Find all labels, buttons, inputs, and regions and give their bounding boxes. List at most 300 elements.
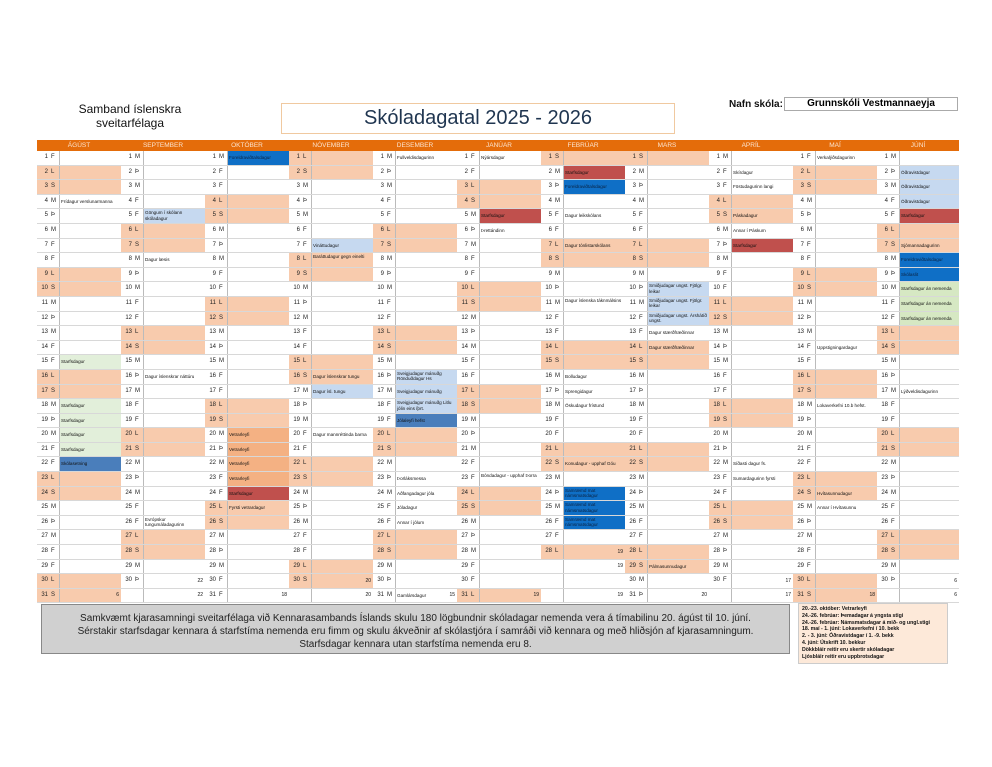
day-cell[interactable] [457,574,541,589]
day-cell[interactable] [373,530,457,545]
day-cell[interactable] [37,414,121,429]
day-cell[interactable] [289,195,373,210]
day-cell[interactable] [457,414,541,429]
day-cell[interactable] [709,297,793,312]
day-cell[interactable] [877,545,959,560]
day-cell[interactable] [877,385,959,400]
day-cell[interactable] [373,224,457,239]
day-cell[interactable] [121,312,205,327]
day-cell[interactable] [541,341,625,356]
day-cell[interactable] [37,574,121,589]
day-cell[interactable] [541,589,625,604]
day-cell[interactable] [541,312,625,327]
day-cell[interactable] [289,268,373,283]
day-cell[interactable] [541,370,625,385]
day-cell[interactable] [709,239,793,254]
day-cell[interactable] [289,414,373,429]
day-cell[interactable] [625,574,709,589]
day-cell[interactable] [541,151,625,166]
day-cell[interactable] [709,166,793,181]
day-cell[interactable] [289,224,373,239]
day-cell[interactable] [877,209,959,224]
day-cell[interactable] [289,428,373,443]
day-cell[interactable] [625,457,709,472]
day-cell[interactable] [877,501,959,516]
day-cell[interactable] [121,574,205,589]
day-cell[interactable] [793,224,877,239]
day-cell[interactable] [457,399,541,414]
day-cell[interactable] [625,209,709,224]
day-cell[interactable] [457,195,541,210]
day-cell[interactable] [457,268,541,283]
day-cell[interactable] [877,428,959,443]
day-cell[interactable] [877,530,959,545]
day-cell[interactable] [205,385,289,400]
day-cell[interactable] [709,180,793,195]
day-cell[interactable] [373,399,457,414]
day-cell[interactable] [205,326,289,341]
day-cell[interactable] [121,428,205,443]
day-cell[interactable] [289,399,373,414]
day-cell[interactable] [289,239,373,254]
day-cell[interactable] [121,516,205,531]
day-cell[interactable] [373,239,457,254]
day-cell[interactable] [373,589,457,604]
day-cell[interactable] [289,472,373,487]
day-cell[interactable] [37,239,121,254]
day-cell[interactable] [457,239,541,254]
day-cell[interactable] [37,282,121,297]
day-cell[interactable] [121,209,205,224]
day-cell[interactable] [457,355,541,370]
day-cell[interactable] [37,151,121,166]
day-cell[interactable] [205,253,289,268]
day-cell[interactable] [877,574,959,589]
day-cell[interactable] [121,282,205,297]
day-cell[interactable] [205,487,289,502]
day-cell[interactable] [625,326,709,341]
day-cell[interactable] [205,224,289,239]
day-cell[interactable] [709,443,793,458]
day-cell[interactable] [121,589,205,604]
day-cell[interactable] [289,487,373,502]
day-cell[interactable] [205,341,289,356]
day-cell[interactable] [541,355,625,370]
day-cell[interactable] [877,166,959,181]
day-cell[interactable] [457,457,541,472]
day-cell[interactable] [373,151,457,166]
day-cell[interactable] [457,151,541,166]
day-cell[interactable] [205,457,289,472]
day-cell[interactable] [373,326,457,341]
day-cell[interactable] [709,268,793,283]
day-cell[interactable] [793,355,877,370]
day-cell[interactable] [289,545,373,560]
day-cell[interactable] [205,428,289,443]
day-cell[interactable] [625,166,709,181]
day-cell[interactable] [205,472,289,487]
day-cell[interactable] [877,487,959,502]
day-cell[interactable] [373,209,457,224]
day-cell[interactable] [877,312,959,327]
day-cell[interactable] [457,501,541,516]
day-cell[interactable] [289,516,373,531]
day-cell[interactable] [793,545,877,560]
day-cell[interactable] [457,341,541,356]
day-cell[interactable] [121,151,205,166]
day-cell[interactable] [625,312,709,327]
day-cell[interactable] [457,282,541,297]
day-cell[interactable] [541,560,625,575]
day-cell[interactable] [709,151,793,166]
day-cell[interactable] [373,428,457,443]
day-cell[interactable] [457,253,541,268]
day-cell[interactable] [373,472,457,487]
day-cell[interactable] [373,282,457,297]
day-cell[interactable] [625,341,709,356]
day-cell[interactable] [205,516,289,531]
day-cell[interactable] [709,253,793,268]
day-cell[interactable] [541,209,625,224]
day-cell[interactable] [205,560,289,575]
day-cell[interactable] [457,560,541,575]
day-cell[interactable] [121,253,205,268]
day-cell[interactable] [793,399,877,414]
day-cell[interactable] [289,530,373,545]
day-cell[interactable] [373,560,457,575]
day-cell[interactable] [373,297,457,312]
day-cell[interactable] [121,472,205,487]
day-cell[interactable] [457,312,541,327]
day-cell[interactable] [373,312,457,327]
day-cell[interactable] [37,516,121,531]
day-cell[interactable] [205,370,289,385]
day-cell[interactable] [37,166,121,181]
day-cell[interactable] [793,574,877,589]
day-cell[interactable] [793,326,877,341]
day-cell[interactable] [541,428,625,443]
day-cell[interactable] [793,341,877,356]
day-cell[interactable] [37,385,121,400]
day-cell[interactable] [205,195,289,210]
day-cell[interactable] [373,443,457,458]
day-cell[interactable] [709,501,793,516]
day-cell[interactable] [121,370,205,385]
day-cell[interactable] [205,589,289,604]
day-cell[interactable] [793,268,877,283]
day-cell[interactable] [625,151,709,166]
day-cell[interactable] [793,414,877,429]
day-cell[interactable] [121,341,205,356]
day-cell[interactable] [457,209,541,224]
day-cell[interactable] [373,268,457,283]
day-cell[interactable] [121,268,205,283]
day-cell[interactable] [37,312,121,327]
day-cell[interactable] [37,399,121,414]
day-cell[interactable] [37,180,121,195]
day-cell[interactable] [457,166,541,181]
day-cell[interactable] [625,253,709,268]
day-cell[interactable] [541,574,625,589]
day-cell[interactable] [37,560,121,575]
day-cell[interactable] [457,516,541,531]
day-cell[interactable] [457,428,541,443]
day-cell[interactable] [457,326,541,341]
day-cell[interactable] [709,487,793,502]
day-cell[interactable] [121,166,205,181]
day-cell[interactable] [121,385,205,400]
day-cell[interactable] [793,385,877,400]
day-cell[interactable] [205,312,289,327]
day-cell[interactable] [457,472,541,487]
day-cell[interactable] [205,443,289,458]
day-cell[interactable] [205,239,289,254]
day-cell[interactable] [877,180,959,195]
day-cell[interactable] [709,399,793,414]
day-cell[interactable] [121,443,205,458]
day-cell[interactable] [793,195,877,210]
day-cell[interactable] [625,180,709,195]
day-cell[interactable] [877,282,959,297]
day-cell[interactable] [289,385,373,400]
day-cell[interactable] [457,545,541,560]
day-cell[interactable] [793,370,877,385]
day-cell[interactable] [877,224,959,239]
day-cell[interactable] [793,209,877,224]
day-cell[interactable] [793,239,877,254]
day-cell[interactable] [793,297,877,312]
day-cell[interactable] [793,501,877,516]
day-cell[interactable] [793,166,877,181]
day-cell[interactable] [877,355,959,370]
day-cell[interactable] [877,341,959,356]
day-cell[interactable] [373,166,457,181]
day-cell[interactable] [709,209,793,224]
day-cell[interactable] [37,326,121,341]
day-cell[interactable] [205,545,289,560]
day-cell[interactable] [877,516,959,531]
day-cell[interactable] [541,472,625,487]
day-cell[interactable] [877,472,959,487]
day-cell[interactable] [373,195,457,210]
day-cell[interactable] [541,326,625,341]
day-cell[interactable] [625,385,709,400]
day-cell[interactable] [541,297,625,312]
day-cell[interactable] [289,253,373,268]
day-cell[interactable] [121,487,205,502]
day-cell[interactable] [373,501,457,516]
day-cell[interactable] [37,209,121,224]
day-cell[interactable] [457,370,541,385]
day-cell[interactable] [877,457,959,472]
day-cell[interactable] [205,399,289,414]
day-cell[interactable] [877,370,959,385]
day-cell[interactable] [709,414,793,429]
day-cell[interactable] [541,385,625,400]
day-cell[interactable] [541,253,625,268]
day-cell[interactable] [793,516,877,531]
day-cell[interactable] [541,545,625,560]
day-cell[interactable] [793,312,877,327]
day-cell[interactable] [709,282,793,297]
day-cell[interactable] [709,370,793,385]
day-cell[interactable] [541,239,625,254]
day-cell[interactable] [289,574,373,589]
day-cell[interactable] [709,428,793,443]
day-cell[interactable] [541,268,625,283]
day-cell[interactable] [289,166,373,181]
day-cell[interactable] [625,268,709,283]
day-cell[interactable] [625,589,709,604]
day-cell[interactable] [625,239,709,254]
day-cell[interactable] [541,530,625,545]
day-cell[interactable] [289,326,373,341]
day-cell[interactable] [37,457,121,472]
day-cell[interactable] [541,414,625,429]
day-cell[interactable] [625,282,709,297]
day-cell[interactable] [877,326,959,341]
day-cell[interactable] [457,589,541,604]
day-cell[interactable] [373,414,457,429]
day-cell[interactable] [289,282,373,297]
day-cell[interactable] [625,414,709,429]
day-cell[interactable] [541,501,625,516]
day-cell[interactable] [625,516,709,531]
day-cell[interactable] [37,487,121,502]
day-cell[interactable] [37,268,121,283]
day-cell[interactable] [121,501,205,516]
day-cell[interactable] [457,297,541,312]
day-cell[interactable] [289,560,373,575]
day-cell[interactable] [289,341,373,356]
day-cell[interactable] [205,414,289,429]
day-cell[interactable] [205,268,289,283]
day-cell[interactable] [793,472,877,487]
day-cell[interactable] [793,282,877,297]
day-cell[interactable] [877,560,959,575]
day-cell[interactable] [793,428,877,443]
day-cell[interactable] [289,209,373,224]
day-cell[interactable] [121,414,205,429]
day-cell[interactable] [625,195,709,210]
day-cell[interactable] [625,399,709,414]
day-cell[interactable] [289,297,373,312]
day-cell[interactable] [541,195,625,210]
day-cell[interactable] [709,355,793,370]
day-cell[interactable] [709,195,793,210]
day-cell[interactable] [541,443,625,458]
day-cell[interactable] [793,151,877,166]
day-cell[interactable] [289,457,373,472]
day-cell[interactable] [121,530,205,545]
day-cell[interactable] [625,224,709,239]
day-cell[interactable] [625,530,709,545]
day-cell[interactable] [373,516,457,531]
day-cell[interactable] [625,560,709,575]
day-cell[interactable] [709,516,793,531]
day-cell[interactable] [289,355,373,370]
day-cell[interactable] [541,487,625,502]
day-cell[interactable] [541,399,625,414]
day-cell[interactable] [37,355,121,370]
day-cell[interactable] [373,341,457,356]
day-cell[interactable] [793,253,877,268]
day-cell[interactable] [289,501,373,516]
day-cell[interactable] [457,530,541,545]
day-cell[interactable] [709,472,793,487]
day-cell[interactable] [625,428,709,443]
day-cell[interactable] [37,589,121,604]
day-cell[interactable] [625,297,709,312]
day-cell[interactable] [877,151,959,166]
day-cell[interactable] [625,355,709,370]
day-cell[interactable] [121,224,205,239]
day-cell[interactable] [793,180,877,195]
day-cell[interactable] [541,224,625,239]
day-cell[interactable] [205,574,289,589]
day-cell[interactable] [625,472,709,487]
day-cell[interactable] [541,516,625,531]
day-cell[interactable] [457,487,541,502]
day-cell[interactable] [205,501,289,516]
day-cell[interactable] [205,180,289,195]
day-cell[interactable] [37,224,121,239]
day-cell[interactable] [709,224,793,239]
day-cell[interactable] [121,326,205,341]
day-cell[interactable] [625,545,709,560]
day-cell[interactable] [37,472,121,487]
day-cell[interactable] [373,385,457,400]
day-cell[interactable] [709,341,793,356]
day-cell[interactable] [205,530,289,545]
day-cell[interactable] [457,180,541,195]
day-cell[interactable] [37,370,121,385]
day-cell[interactable] [37,297,121,312]
day-cell[interactable] [289,312,373,327]
day-cell[interactable] [205,297,289,312]
day-cell[interactable] [877,253,959,268]
day-cell[interactable] [121,560,205,575]
day-cell[interactable] [289,180,373,195]
day-cell[interactable] [205,282,289,297]
day-cell[interactable] [709,589,793,604]
day-cell[interactable] [373,180,457,195]
day-cell[interactable] [709,560,793,575]
day-cell[interactable] [709,312,793,327]
day-cell[interactable] [541,180,625,195]
day-cell[interactable] [877,239,959,254]
day-cell[interactable] [709,530,793,545]
day-cell[interactable] [793,457,877,472]
day-cell[interactable] [793,560,877,575]
day-cell[interactable] [289,151,373,166]
day-cell[interactable] [289,443,373,458]
day-cell[interactable] [793,589,877,604]
day-cell[interactable] [121,355,205,370]
day-cell[interactable] [625,370,709,385]
day-cell[interactable] [121,545,205,560]
school-name-field[interactable]: Grunnskóli Vestmannaeyja [784,97,958,111]
day-cell[interactable] [457,224,541,239]
day-cell[interactable] [205,355,289,370]
day-cell[interactable] [709,574,793,589]
day-cell[interactable] [121,239,205,254]
day-cell[interactable] [541,166,625,181]
day-cell[interactable] [373,487,457,502]
day-cell[interactable] [877,414,959,429]
day-cell[interactable] [541,282,625,297]
day-cell[interactable] [373,253,457,268]
